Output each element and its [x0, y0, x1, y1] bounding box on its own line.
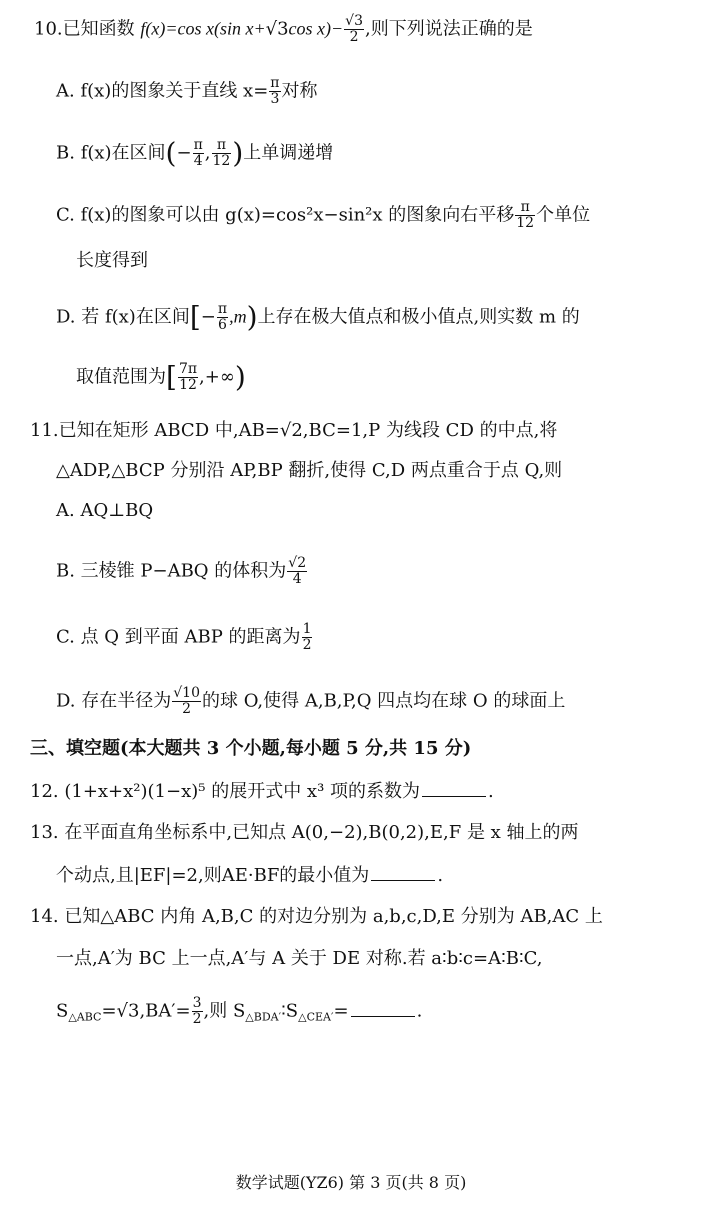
page-footer: 数学试题(YZ6) 第 3 页(共 8 页)	[235, 1173, 467, 1192]
q11-option-b: B. 三棱锥 P−ABQ 的体积为 $\frac{√2}{4}$	[56, 555, 307, 587]
q14-line1: 14. 已知△ABC 内角 A,B,C 的对边分别为 a,b,c,D,E 分别为 AB,AC 上	[30, 906, 603, 927]
q10-option-d-line2: 取值范围为[ $\frac{7\pi}{12}$ ,+∞)	[76, 360, 246, 394]
q11-line1: 11.已知在矩形 ABCD 中,AB=√2,BC=1,P 为线段 CD 的中点,将	[30, 420, 558, 441]
q11-option-a: A. AQ⊥BQ	[56, 500, 154, 521]
q10-option-b: B. f(x)在区间(− $\frac{\pi}{4}$ , $\frac{\pi}{12}$ )上单调递增	[56, 136, 334, 170]
q10-option-c-line2: 长度得到	[76, 250, 148, 271]
q10-stem: 10.已知函数 f(x)=cos x(sin x+√3cos x)− $\frac{√3}{2}$ ,则下列说法正确的是	[34, 13, 533, 45]
answer-blank	[422, 780, 486, 797]
q13-line1: 13. 在平面直角坐标系中,已知点 A(0,−2),B(0,2),E,F 是 x 轴上的两	[30, 822, 579, 843]
q10-frac: $\frac{√3}{2}$	[345, 13, 363, 45]
q12: 12. (1+x+x²)(1−x)⁵ 的展开式中 x³ 项的系数为 .	[30, 781, 494, 802]
q11-line2: △ADP,△BCP 分别沿 AP,BP 翻折,使得 C,D 两点重合于点 Q,则	[56, 460, 563, 481]
q11-option-d: D. 存在半径为 $\frac{√10}{2}$ 的球 O,使得 A,B,P,Q 四点均在球 O 的球面上	[56, 685, 566, 717]
q10-option-a: A. f(x)的图象关于直线 x= $\frac{\pi}{3}$ 对称	[56, 75, 318, 107]
q14-line2: 一点,A′为 BC 上一点,A′与 A 关于 DE 对称.若 a∶b∶c=A∶B∶C,	[56, 948, 543, 969]
q10-option-d: D. 若 f(x)在区间[− $\frac{\pi}{6}$ ,m)上存在极大值点和极小值点,则实数 m 的	[56, 300, 580, 334]
answer-blank	[351, 1000, 415, 1017]
q10-option-c: C. f(x)的图象可以由 g(x)=cos²x−sin²x 的图象向右平移 $\frac{\pi}{12}$ 个单位	[56, 199, 591, 231]
answer-blank	[371, 864, 435, 881]
q14-line3: $S_{\triangle ABC}=√3,BA'=$ $\frac{3}{2}$ ,则 $S_{\triangle BDA'}∶S_{\triangle CEA'}=$ .	[56, 995, 423, 1027]
section-heading: 三、填空题(本大题共 3 个小题,每小题 5 分,共 15 分)	[30, 738, 472, 759]
q13-line2: 个动点,且|EF|=2,则AE·BF的最小值为 .	[56, 865, 444, 886]
q11-option-c: C. 点 Q 到平面 ABP 的距离为 $\frac{1}{2}$	[56, 621, 312, 653]
